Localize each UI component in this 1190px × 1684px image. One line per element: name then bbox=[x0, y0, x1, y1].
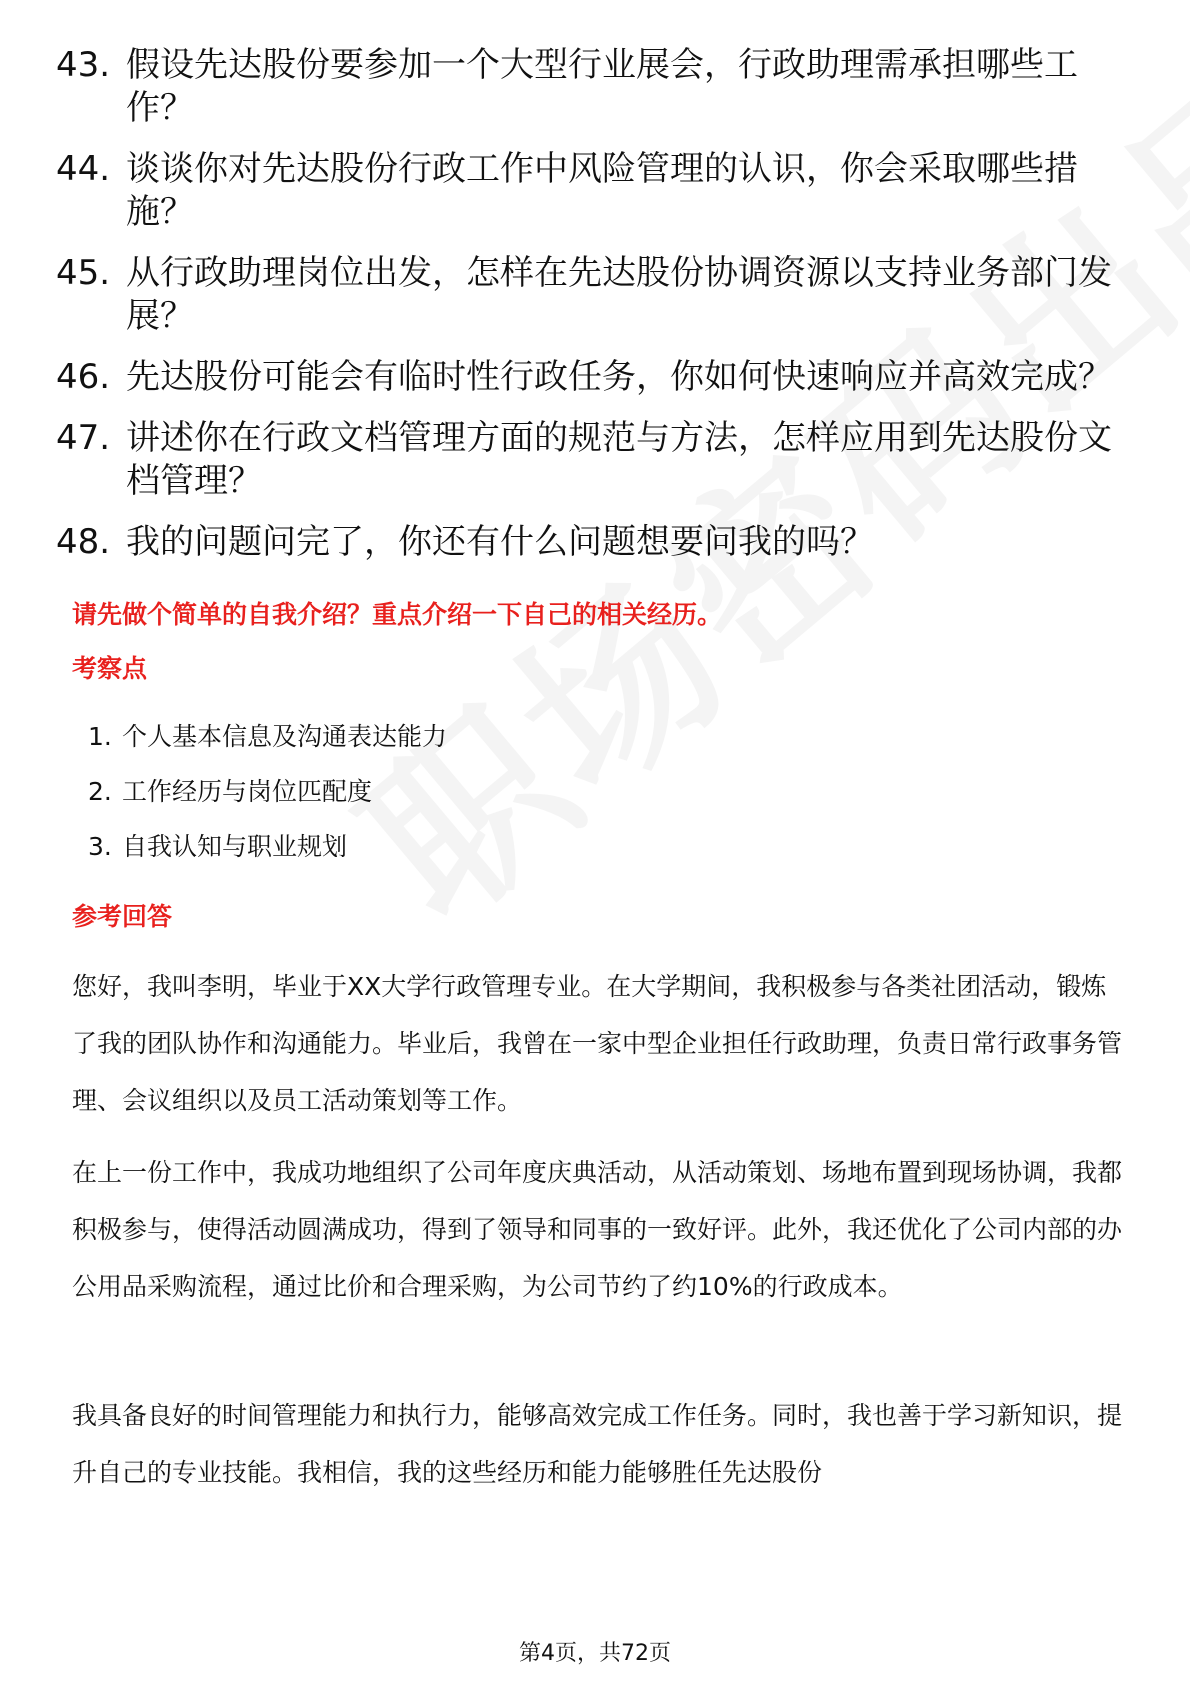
points-list bbox=[88, 720, 447, 885]
question-number: 45. bbox=[56, 253, 111, 293]
point-number: 1. bbox=[88, 722, 112, 751]
question-item bbox=[56, 521, 1116, 564]
question-text: 从行政助理岗位出发，怎样在先达股份协调资源以支持业务部门发展？ bbox=[126, 253, 1112, 336]
question-item bbox=[56, 252, 1116, 338]
question-number: 43. bbox=[56, 45, 111, 85]
question-text: 假设先达股份要参加一个大型行业展会，行政助理需承担哪些工作？ bbox=[126, 45, 1078, 128]
question-text: 先达股份可能会有临时性行政任务，你如何快速响应并高效完成？ bbox=[126, 357, 1112, 397]
answer-paragraph: 您好，我叫李明，毕业于XX大学行政管理专业。在大学期间，我积极参与各类社团活动，锻炼了我的团队协作和沟通能力。毕业后，我曾在一家中型企业担任行政助理，负责日常行政事务管理、会议组织以及员工活动策划等工作。 bbox=[72, 972, 1123, 1115]
question-text: 谈谈你对先达股份行政工作中风险管理的认识，你会采取哪些措施？ bbox=[126, 149, 1078, 232]
page-footer: 第4页，共72页 bbox=[519, 1641, 671, 1666]
question-number: 48. bbox=[56, 522, 111, 562]
answer-paragraph: 我具备良好的时间管理能力和执行力，能够高效完成工作任务。同时，我也善于学习新知识，提升自己的专业技能。我相信，我的这些经历和能力能够胜任先达股份 bbox=[72, 1401, 1123, 1487]
question-item bbox=[56, 44, 1116, 130]
point-number: 3. bbox=[88, 832, 112, 861]
point-item bbox=[88, 775, 447, 809]
point-text: 工作经历与岗位匹配度 bbox=[122, 777, 373, 806]
question-list bbox=[56, 44, 1116, 582]
answer-heading: 参考回答 bbox=[72, 902, 173, 931]
question-number: 46. bbox=[56, 357, 111, 397]
question-number: 47. bbox=[56, 418, 111, 458]
question-item bbox=[56, 417, 1116, 503]
question-item bbox=[56, 148, 1116, 234]
section-question-heading: 请先做个简单的自我介绍？重点介绍一下自己的相关经历。 bbox=[72, 600, 723, 629]
points-heading: 考察点 bbox=[72, 654, 148, 683]
question-text: 我的问题问完了，你还有什么问题想要问我的吗？ bbox=[126, 522, 874, 562]
point-number: 2. bbox=[88, 777, 112, 806]
question-text: 讲述你在行政文档管理方面的规范与方法，怎样应用到先达股份文档管理？ bbox=[126, 418, 1112, 501]
point-text: 个人基本信息及沟通表达能力 bbox=[122, 722, 448, 751]
answer-paragraph: 在上一份工作中，我成功地组织了公司年度庆典活动，从活动策划、场地布置到现场协调，我都积极参与，使得活动圆满成功，得到了领导和同事的一致好评。此外，我还优化了公司内部的办公用品采购流程，通过比价和合理采购，为公司节约了约10%的行政成本。 bbox=[72, 1158, 1123, 1301]
point-text: 自我认知与职业规划 bbox=[122, 832, 348, 861]
question-number: 44. bbox=[56, 149, 111, 189]
point-item bbox=[88, 830, 447, 864]
question-item bbox=[56, 356, 1116, 399]
point-item bbox=[88, 720, 447, 754]
